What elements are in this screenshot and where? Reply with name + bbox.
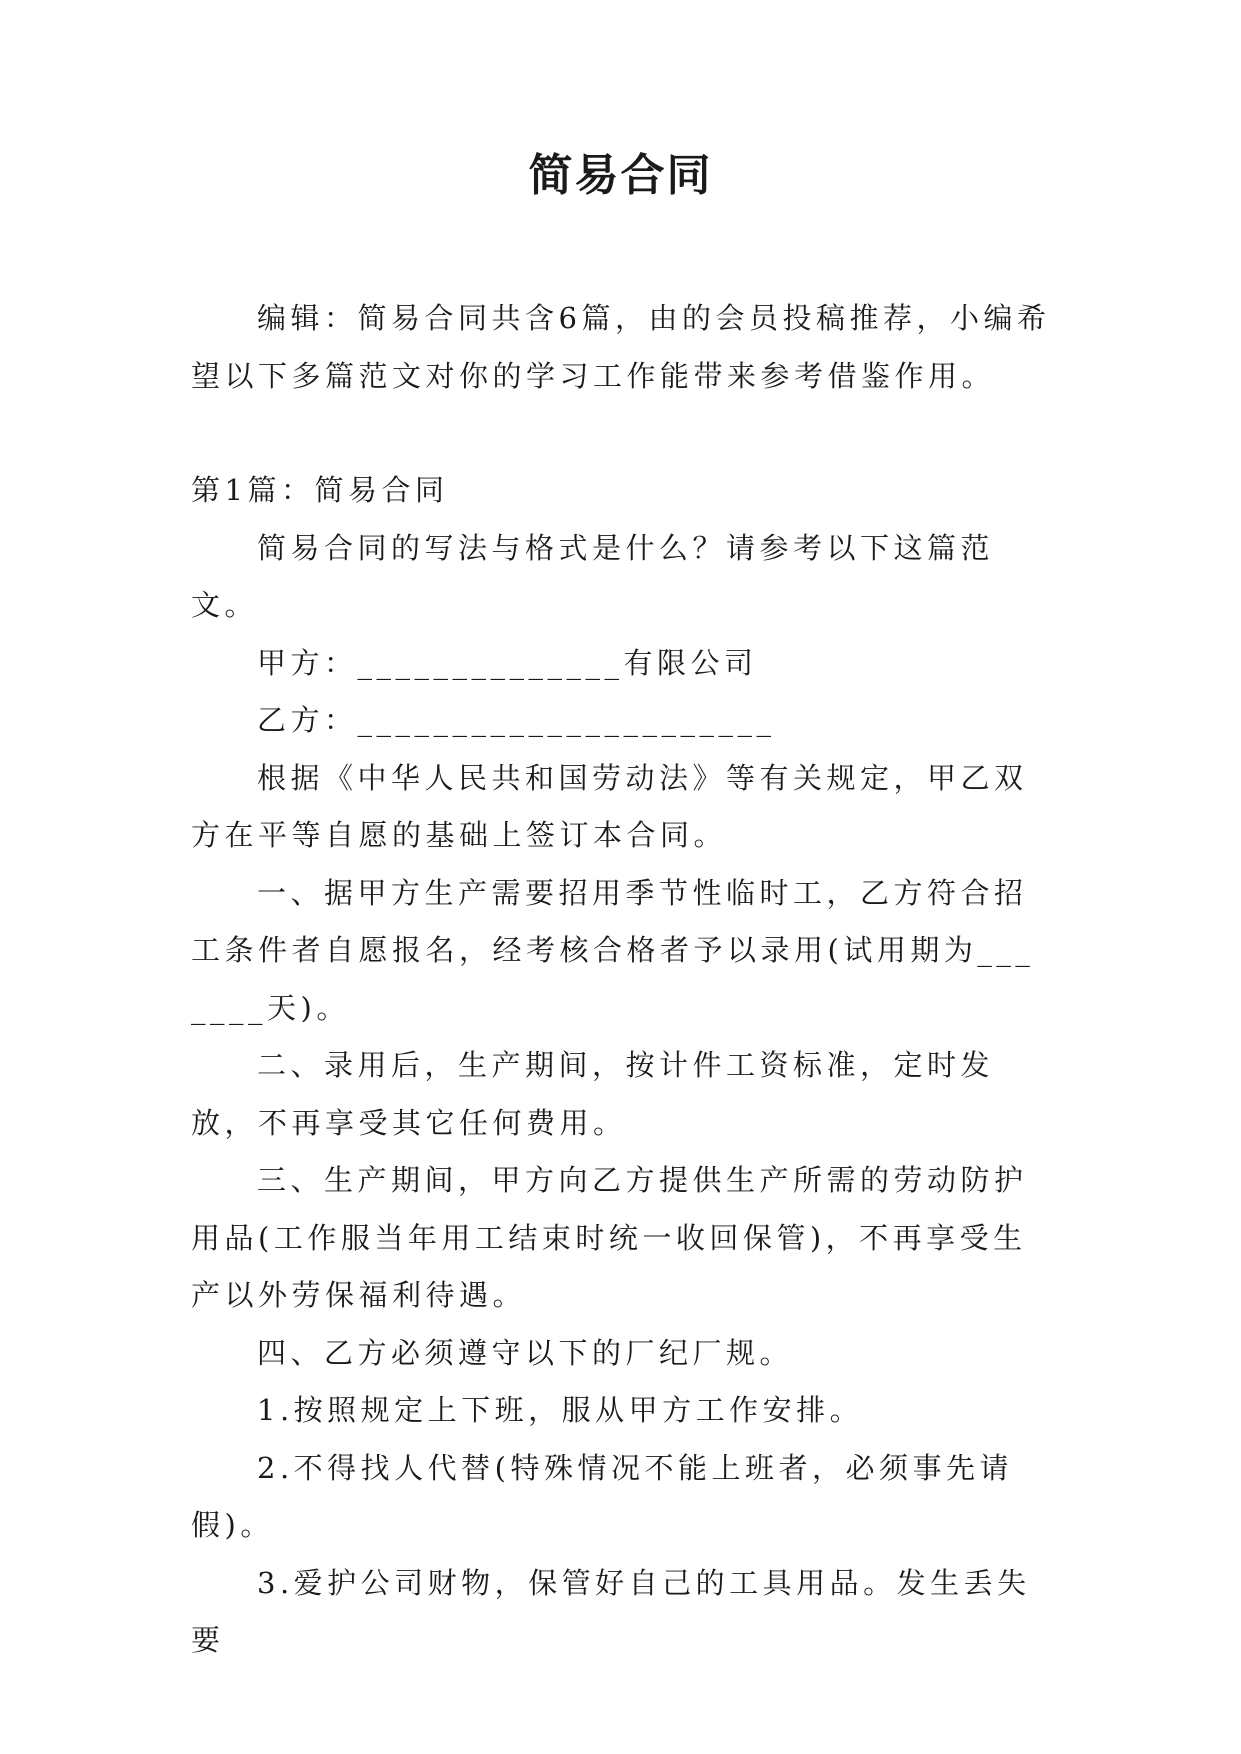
clause-3: 三、生产期间，甲方向乙方提供生产所需的劳动防护用品(工作服当年用工结束时统一收回保管)，不再享受生产以外劳保福利待遇。 [191, 1163, 1028, 1312]
rule-1: 1.按照规定上下班，服从甲方工作安排。 [257, 1393, 864, 1427]
paragraph-question: 简易合同的写法与格式是什么？请参考以下这篇范文。 [191, 530, 995, 622]
intro-paragraph: 编辑：简易合同共含6篇，由的会员投稿推荐，小编希望以下多篇范文对你的学习工作能带来参考借鉴作用。 [191, 301, 1051, 393]
party-a-line: 甲方：______________有限公司 [257, 645, 758, 680]
paragraph-basis: 根据《中华人民共和国劳动法》等有关规定，甲乙双方在平等自愿的基础上签订本合同。 [191, 760, 1028, 852]
document-body [191, 290, 1051, 1670]
section-heading: 第1篇：简易合同 [191, 473, 449, 507]
clause-4: 四、乙方必须遵守以下的厂纪厂规。 [257, 1335, 794, 1370]
rule-2: 2.不得找人代替(特殊情况不能上班者，必须事先请假)。 [191, 1450, 1013, 1542]
rule-3: 3.爱护公司财物，保管好自己的工具用品。发生丢失要 [191, 1565, 1031, 1657]
party-b-line: 乙方：______________________ [257, 703, 776, 737]
document-title: 简易合同 [528, 150, 713, 201]
clause-2: 二、录用后，生产期间，按计件工资标准，定时发放，不再享受其它任何费用。 [191, 1048, 995, 1140]
clause-1: 一、据甲方生产需要招用季节性临时工，乙方符合招工条件者自愿报名，经考核合格者予以录用(试用期为_______天)。 [191, 875, 1035, 1025]
